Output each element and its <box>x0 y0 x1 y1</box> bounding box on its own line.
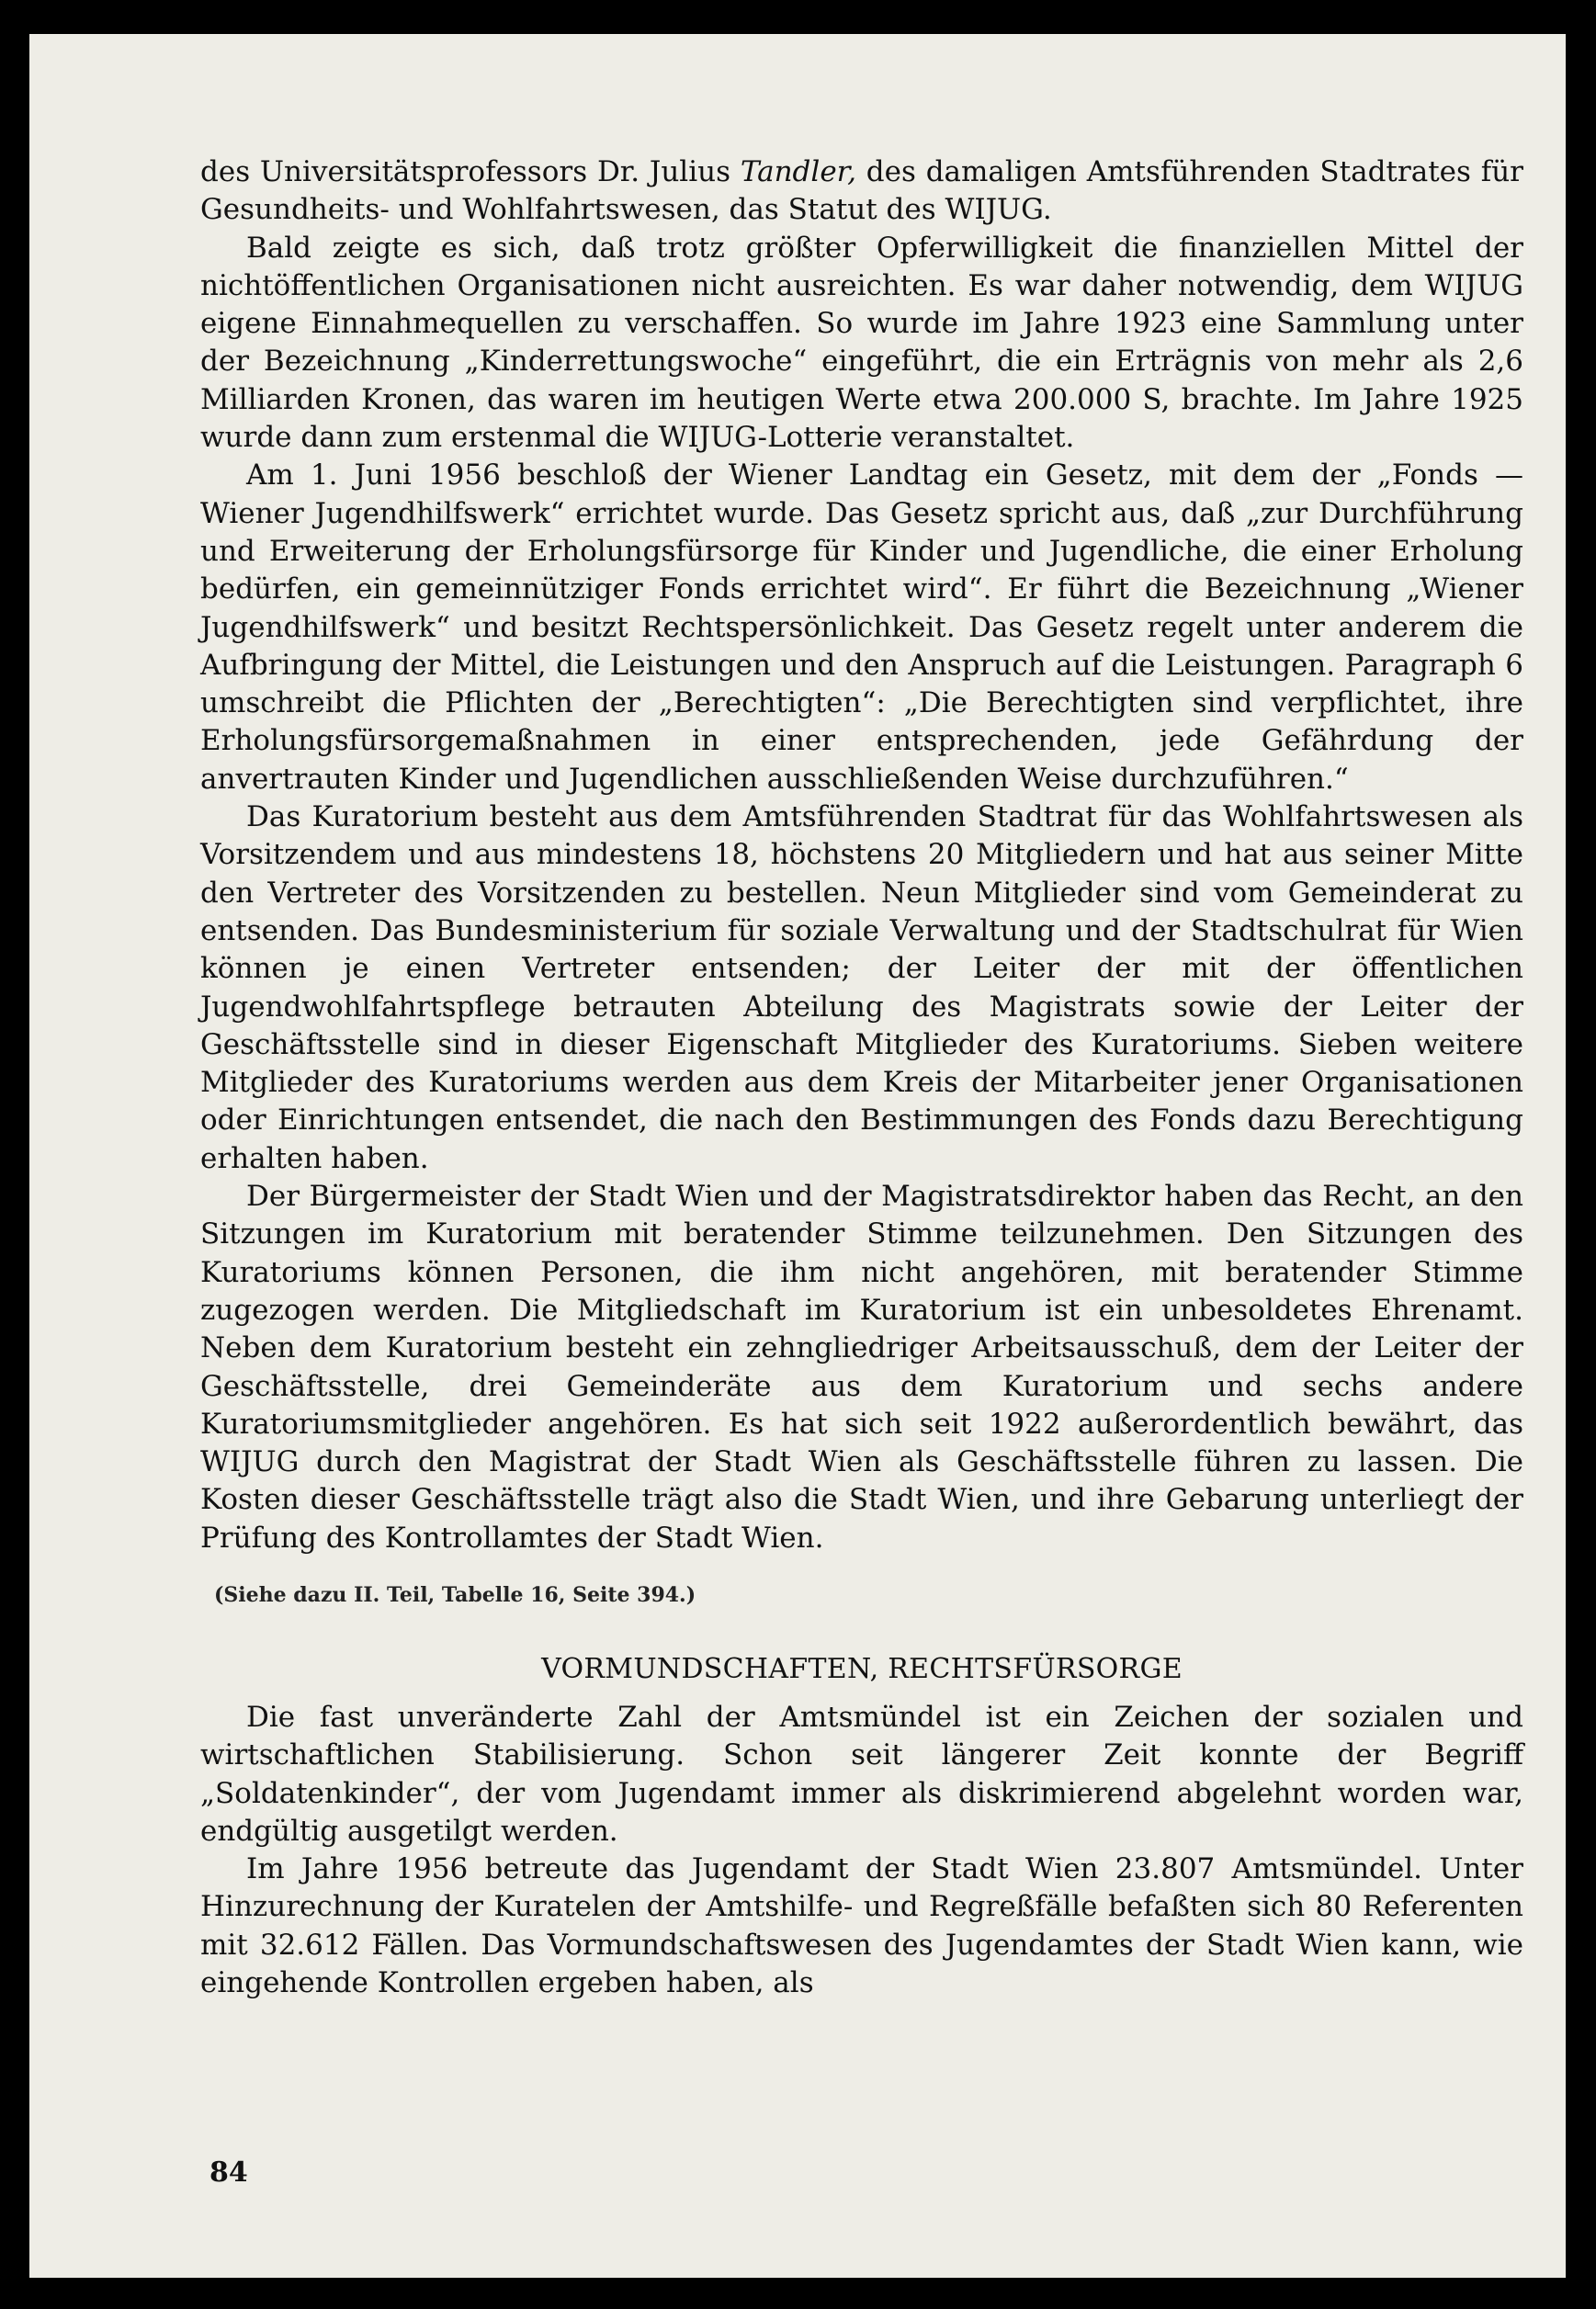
section-heading: VORMUNDSCHAFTEN, RECHTSFÜRSORGE <box>541 1652 1183 1685</box>
paragraph-sitzungen: Der Bürgermeister der Stadt Wien und der Magistratsdirektor haben das Recht, an den Sitzungen im Kuratorium mit beratender Stimme teilzunehmen. Den Sitzungen des Kuratoriums können Personen, die ihm nicht angehören, mit beratender Stimme zugezogen werden. Die Mitgliedschaft im Kuratorium ist ein unbesoldetes Ehrenamt. Neben dem Kuratorium besteht ein zehngliedriger Arbeitsausschuß, dem der Leiter der Geschäftsstelle, drei Gemeinderäte aus dem Kuratorium und sechs andere Kuratoriumsmitglieder angehören. Es hat sich seit 1922 außerordentlich bewährt, das WIJUG durch den Magistrat der Stadt Wien als Geschäftsstelle führen zu lassen. Die Kosten dieser Geschäftsstelle trägt also die Stadt Wien, und ihre Gebarung unterliegt der Prüfung des Kontrollamtes der Stadt Wien. <box>200 1180 1523 1555</box>
table-reference-note: (Siehe dazu II. Teil, Tabelle 16, Seite 394.) <box>214 1582 696 1607</box>
person-name: Tandler, <box>740 155 856 188</box>
paragraph-law-1956: Am 1. Juni 1956 beschloß der Wiener Landtag ein Gesetz, mit dem der „Fonds — Wiener Jugendhilfswerk“ errichtet wurde. Das Gesetz spricht aus, daß „zur Durchführung und Erweiterung der Erholungsfürsorge für Kinder und Jugendliche, die einer Erholung bedürfen, ein gemeinnütziger Fonds errichtet wird“. Er führt die Bezeichnung „Wiener Jugendhilfswerk“ und besitzt Rechtspersönlichkeit. Das Gesetz regelt unter anderem die Aufbringung der Mittel, die Leistungen und den Anspruch auf die Leistungen. Paragraph 6 umschreibt die Pflichten der „Berechtigten“: „Die Berechtigten sind verpflichtet, ihre Erholungsfürsorgemaßnahmen in einer entsprechenden, jede Gefährdung der anvertrauten Kinder und Jugendlichen ausschließenden Weise durchzuführen.“ <box>200 458 1523 796</box>
page <box>29 34 1566 2278</box>
paragraph-kuratorium: Das Kuratorium besteht aus dem Amtsführenden Stadtrat für das Wohlfahrtswesen als Vorsitzendem und aus mindestens 18, höchstens 20 Mitgliedern und hat aus seiner Mitte den Vertreter des Vorsitzenden zu bestellen. Neun Mitglieder sind vom Gemeinderat zu entsenden. Das Bundesministerium für soziale Verwaltung und der Stadtschulrat für Wien können je einen Vertreter entsenden; der Leiter der mit der öffentlichen Jugendwohlfahrtspflege betrauten Abteilung des Magistrats sowie der Leiter der Geschäftsstelle sind in dieser Eigenschaft Mitglieder des Kuratoriums. Sieben weitere Mitglieder des Kuratoriums werden aus dem Kreis der Mitarbeiter jener Organisationen oder Einrichtungen entsendet, die nach den Bestimmungen des Fonds dazu Berechtigung erhalten haben. <box>200 800 1523 1175</box>
paragraph-text: des Universitätsprofessors Dr. Julius <box>200 155 741 188</box>
page-number: 84 <box>209 2156 248 2189</box>
main-text <box>200 153 1523 2002</box>
paragraph-amtsmuendel: Die fast unveränderte Zahl der Amtsmündel ist ein Zeichen der sozialen und wirtschaftlichen Stabilisierung. Schon seit längerer Zeit konnte der Begriff „Soldatenkinder“, der vom Jugendamt immer als diskrimierend abgelehnt worden war, endgültig ausgetilgt werden. <box>200 1700 1523 1848</box>
paragraph-continued <box>200 153 1523 230</box>
paragraph-financing: Bald zeigte es sich, daß trotz größter Opferwilligkeit die finanziellen Mittel der nichtöffentlichen Organisationen nicht ausreichten. Es war daher notwendig, dem WIJUG eigene Einnahmequellen zu verschaffen. So wurde im Jahre 1923 eine Sammlung unter der Bezeichnung „Kinderrettungswoche“ eingeführt, die ein Erträgnis von mehr als 2,6 Milliarden Kronen, das waren im heutigen Werte etwa 200.000 S, brachte. Im Jahre 1925 wurde dann zum erstenmal die WIJUG-Lotterie veranstaltet. <box>200 231 1523 455</box>
paragraph-text: des damaligen Amtsführenden Stadtrates für Gesundheits- und Wohlfahrtswesen, das Statut des WIJUG. <box>200 155 1523 227</box>
paragraph-statistics-1956: Im Jahre 1956 betreute das Jugendamt der Stadt Wien 23.807 Amtsmündel. Unter Hinzurechnung der Kuratelen der Amtshilfe- und Regreßfälle befaßten sich 80 Referenten mit 32.612 Fällen. Das Vormundschaftswesen des Jugendamtes der Stadt Wien kann, wie eingehende Kontrollen ergeben haben, als <box>200 1852 1523 2000</box>
